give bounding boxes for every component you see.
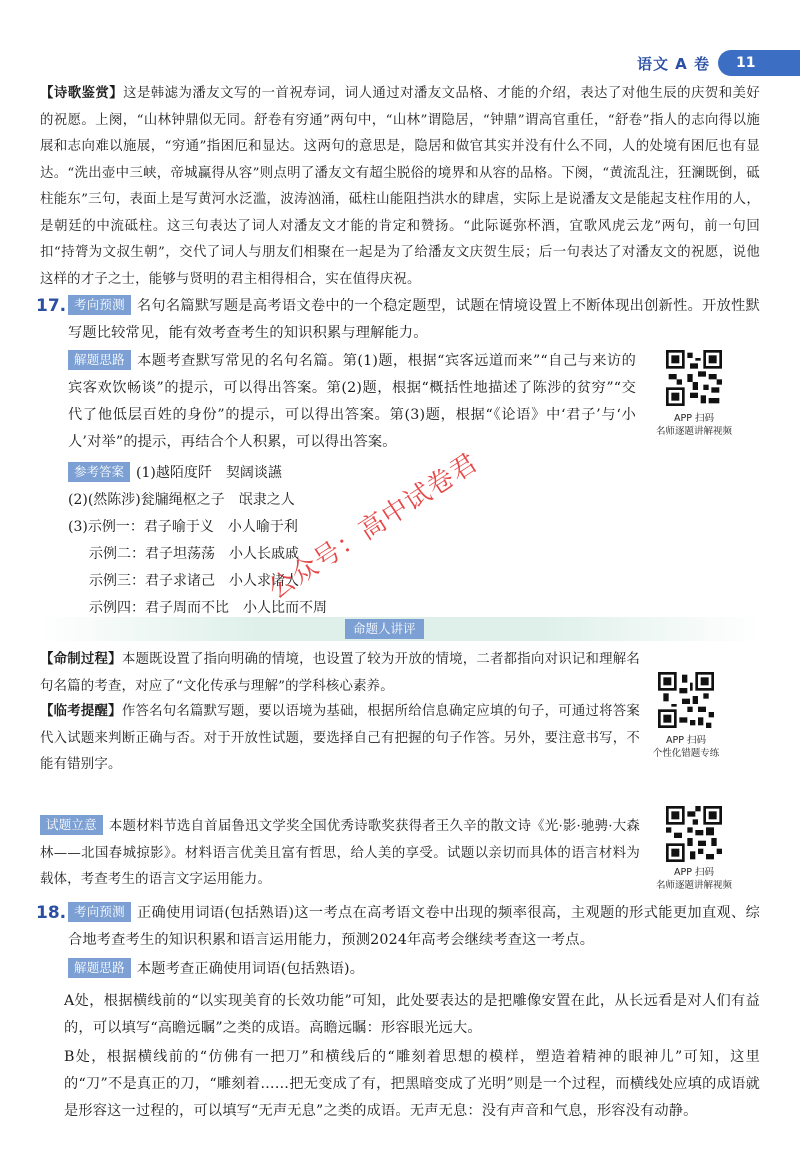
q17-process: [40, 646, 640, 700]
qr3-caption: [639, 866, 749, 892]
test-intent: [40, 814, 640, 894]
page-header: [637, 50, 800, 76]
poetry-text: 这是韩滤为潘友文写的一首祝寿词，词人通过对潘友文品格、才能的介绍，表达了对他生辰的庆贺和美好的祝愿。上阕，“山林钟鼎似无同。舒卷有穷通”两句中，“山林”谓隐居，“钟鼎”谓高官重任，“舒卷”指人的志向得以施展和志向难以施展，“穷通”指困厄和显达。这两句的意思是，隐居和做官其实并没有什么不同，人的处境有困厄也有显达。“洗出壶中三峡，帝城赢得从容”则点明了潘友文有超尘脱俗的境界和从容的品格。下阕，“黄流乱注，狂澜既倒，砥柱能东”三句，表面上是写黄河水泛滥，波涛汹涌，砥柱山能阻挡洪水的肆虐，实际上是说潘友文是能起支柱作用的人，是朝廷的中流砥柱。这三句表达了词人对潘友文才能的肯定和赞扬。“此际诞弥杯酒，宜歌风虎云龙”两句，前一句回扣“持膂为文叔生朝”，交代了词人与朋友们相聚在一起是为了给潘友文庆贺生辰；后一句表达了对潘友文的祝愿，说他这样的才子之士，能够与贤明的君主相得相合，实在值得庆祝。: [40, 86, 760, 287]
q18-point-b: B处，根据横线前的“仿佛有一把刀”和横线后的“雕刻着思想的模样，塑造着精神的眼神儿”可知，这里的“刀”不是真正的刀，“雕刻着……把无变成了有，把黑暗变成了光明”则是一个过程，而横线处应填的成语就是形容这一过程的，可以填写“无声无息”之类的成语。无声无息：没有声音和气息，形容没有动静。: [64, 1049, 760, 1119]
q18-forecast: [68, 900, 760, 954]
q17-forecast-text: 名句名篇默写题是高考语文卷中的一个稳定题型，试题在情境设置上不断体现出创新性。开放性默写题比较常见，能有效考查考生的知识积累与理解能力。: [68, 298, 760, 341]
watermark: 公众号：高中试卷君: [263, 447, 484, 606]
qr-caption: [639, 412, 749, 438]
q18-forecast-text: 正确使用词语(包括熟语)这一考点在高考语文卷中出现的频率很高，主观题的形式能更加直观、综合地考查考生的知识积累和语言运用能力，预测2024年高考会继续考查这一考点。: [68, 905, 760, 948]
q17-answer-tag: 参考答案: [68, 462, 130, 482]
q17-answer-2: (2)(然陈涉)瓮牖绳枢之子 氓隶之人: [68, 492, 295, 508]
question-18-number: 18.: [36, 903, 67, 923]
q17-tip: [40, 698, 640, 779]
q17-approach: [68, 348, 636, 456]
q18-forecast-tag: 考向预测: [68, 902, 131, 922]
process-text: 本题既设置了指向明确的情境，也设置了较为开放的情境，二者都指向对识记和理解名句名篇的考查，对应了“文化传承与理解”的学科核心素养。: [40, 652, 640, 694]
process-label: 【命制过程】: [40, 651, 122, 667]
q18-approach: [68, 956, 760, 983]
q17-answer-5: 示例三：君子求诸己 小人求诸人: [89, 573, 299, 589]
tip-label: 【临考提醒】: [40, 703, 122, 719]
q17-forecast-tag: 考向预测: [68, 295, 131, 315]
q17-approach-tag: 解题思路: [68, 350, 131, 370]
q17-answer-6: 示例四：君子周而不比 小人比而不周: [89, 600, 327, 616]
q17-answer-3: (3)示例一：君子喻于义 小人喻于利: [68, 519, 298, 535]
answer-text-1: (1)越陌度阡 契阔谈讌: [136, 465, 282, 481]
review-banner-label: 命题人讲评: [345, 619, 424, 639]
intent-text: 本题材料节选自首届鲁迅文学奖全国优秀诗歌奖获得者王久辛的散文诗《光·影·驰骋·大森林——北国春城掠影》。材料语言优美且富有哲思，给人美的享受。试题以亲切而具体的语言材料为载体，考查考生的语言文字运用能力。: [40, 819, 640, 887]
question-17-number: 17.: [36, 296, 67, 316]
qr-code-icon[interactable]: [666, 350, 722, 406]
q18-point-a: A处，根据横线前的“以实现美育的长效功能”可知，此处要表达的是把雕像安置在此，从长远看是对人们有益的，可以填写“高瞻远瞩”之类的成语。高瞻远瞩：形容眼光远大。: [64, 993, 760, 1036]
q17-approach-text: 本题考查默写常见的名句名篇。第(1)题，根据“宾客远道而来”“自己与来访的宾客欢饮畅谈”的提示，可以得出答案。第(2)题，根据“概括性地描述了陈涉的贫穷”“交代了他低层百姓的身份”的提示，可以得出答案。第(3)题，根据“《论语》中‘君子’与‘小人’对举”的提示，再结合个人积累，可以得出答案。: [68, 353, 636, 450]
intent-tag: 试题立意: [40, 815, 103, 835]
qr2-caption: [631, 734, 741, 760]
q18-approach-tag: 解题思路: [68, 958, 131, 978]
qr-caption-line2: 名师逐题讲解视频: [655, 426, 732, 437]
q17-answer-1: [68, 462, 282, 483]
qr3-caption-line1: APP 扫码: [674, 867, 714, 878]
tip-text: 作答名句名篇默写题，要以语境为基础，根据所给信息确定应填的句子，可通过将答案代入试题来判断正确与否。对于开放性试题，要选择自己有把握的句子作答。另外，要注意书写，不能有错别字。: [40, 704, 640, 772]
qr-code-icon[interactable]: [666, 806, 722, 862]
q18-approach-text: 本题考查正确使用词语(包括熟语)。: [136, 961, 365, 977]
qr2-caption-line1: APP 扫码: [666, 735, 706, 746]
section-title: 语文 A 卷: [636, 54, 710, 73]
poetry-appreciation: [40, 80, 760, 293]
page-number: 11: [718, 50, 800, 76]
qr-code-icon[interactable]: [658, 672, 714, 728]
q17-forecast: [68, 293, 760, 347]
qr2-caption-line2: 个性化错题专练: [652, 748, 720, 759]
qr3-caption-line2: 名师逐题讲解视频: [655, 880, 732, 891]
qr-caption-line1: APP 扫码: [674, 413, 714, 424]
poetry-label: 【诗歌鉴赏】: [40, 85, 124, 101]
q17-answer-4: 示例二：君子坦荡荡 小人长戚戚: [89, 546, 299, 562]
